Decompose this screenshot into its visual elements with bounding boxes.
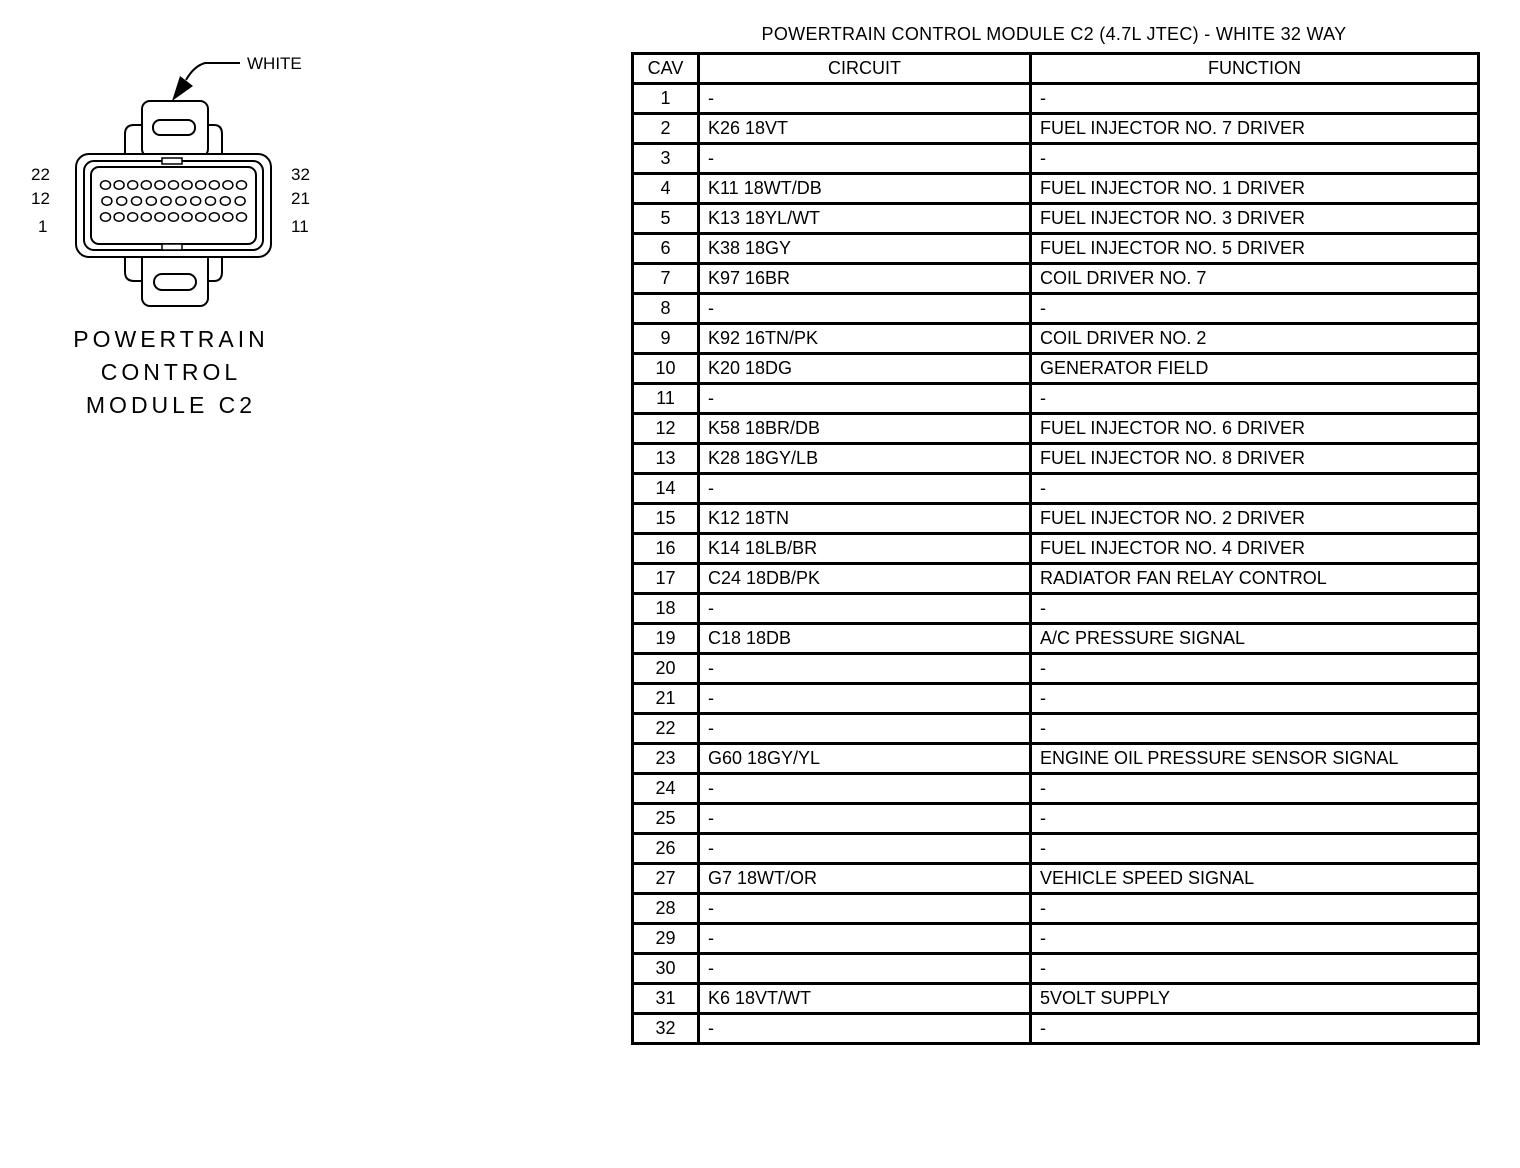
pin-label-22: 22 bbox=[31, 165, 50, 184]
cav-cell: 12 bbox=[633, 414, 699, 444]
cav-cell: 14 bbox=[633, 474, 699, 504]
circuit-cell: G7 18WT/OR bbox=[699, 864, 1031, 894]
table-row bbox=[633, 654, 1479, 684]
function-cell: FUEL INJECTOR NO. 2 DRIVER bbox=[1031, 504, 1479, 534]
function-cell: FUEL INJECTOR NO. 8 DRIVER bbox=[1031, 444, 1479, 474]
function-cell: - bbox=[1031, 654, 1479, 684]
circuit-cell: K20 18DG bbox=[699, 354, 1031, 384]
table-row bbox=[633, 744, 1479, 774]
table-row bbox=[633, 684, 1479, 714]
cav-cell: 5 bbox=[633, 204, 699, 234]
function-cell: - bbox=[1031, 294, 1479, 324]
table-row bbox=[633, 324, 1479, 354]
function-cell: - bbox=[1031, 594, 1479, 624]
caption-line-3: MODULE C2 bbox=[85, 392, 257, 418]
circuit-cell: C18 18DB bbox=[699, 624, 1031, 654]
leader-line bbox=[186, 63, 240, 80]
cav-cell: 20 bbox=[633, 654, 699, 684]
circuit-cell: K14 18LB/BR bbox=[699, 534, 1031, 564]
circuit-cell: K13 18YL/WT bbox=[699, 204, 1031, 234]
circuit-cell: - bbox=[699, 954, 1031, 984]
cav-cell: 28 bbox=[633, 894, 699, 924]
arrow-head bbox=[172, 76, 193, 101]
cav-cell: 3 bbox=[633, 144, 699, 174]
cav-cell: 17 bbox=[633, 564, 699, 594]
cav-cell: 29 bbox=[633, 924, 699, 954]
cav-cell: 22 bbox=[633, 714, 699, 744]
cav-cell: 25 bbox=[633, 804, 699, 834]
cav-cell: 31 bbox=[633, 984, 699, 1014]
function-cell: FUEL INJECTOR NO. 1 DRIVER bbox=[1031, 174, 1479, 204]
circuit-cell: - bbox=[699, 144, 1031, 174]
cav-cell: 4 bbox=[633, 174, 699, 204]
circuit-cell: - bbox=[699, 894, 1031, 924]
function-cell: FUEL INJECTOR NO. 3 DRIVER bbox=[1031, 204, 1479, 234]
table-row bbox=[633, 174, 1479, 204]
table-row bbox=[633, 474, 1479, 504]
function-cell: - bbox=[1031, 714, 1479, 744]
circuit-cell: K26 18VT bbox=[699, 114, 1031, 144]
function-cell: COIL DRIVER NO. 2 bbox=[1031, 324, 1479, 354]
pin-label-12: 12 bbox=[31, 189, 50, 208]
circuit-cell: K6 18VT/WT bbox=[699, 984, 1031, 1014]
table-row bbox=[633, 114, 1479, 144]
function-cell: - bbox=[1031, 774, 1479, 804]
function-cell: FUEL INJECTOR NO. 5 DRIVER bbox=[1031, 234, 1479, 264]
table-row bbox=[633, 354, 1479, 384]
circuit-cell: K11 18WT/DB bbox=[699, 174, 1031, 204]
table-title: POWERTRAIN CONTROL MODULE C2 (4.7L JTEC) - WHITE 32 WAY bbox=[761, 24, 1347, 44]
table-row bbox=[633, 234, 1479, 264]
circuit-cell: C24 18DB/PK bbox=[699, 564, 1031, 594]
circuit-cell: K38 18GY bbox=[699, 234, 1031, 264]
table-row bbox=[633, 624, 1479, 654]
cav-cell: 19 bbox=[633, 624, 699, 654]
function-cell: - bbox=[1031, 954, 1479, 984]
cav-cell: 11 bbox=[633, 384, 699, 414]
cav-cell: 30 bbox=[633, 954, 699, 984]
cav-cell: 23 bbox=[633, 744, 699, 774]
table-row bbox=[633, 714, 1479, 744]
function-cell: - bbox=[1031, 144, 1479, 174]
function-cell: - bbox=[1031, 84, 1479, 114]
pin-label-21: 21 bbox=[291, 189, 310, 208]
circuit-cell: - bbox=[699, 294, 1031, 324]
table-row bbox=[633, 774, 1479, 804]
top-latch bbox=[142, 101, 208, 157]
function-cell: - bbox=[1031, 924, 1479, 954]
cav-cell: 21 bbox=[633, 684, 699, 714]
cav-cell: 13 bbox=[633, 444, 699, 474]
function-cell: ENGINE OIL PRESSURE SENSOR SIGNAL bbox=[1031, 744, 1479, 774]
table-header-row bbox=[633, 54, 1479, 84]
cav-cell: 32 bbox=[633, 1014, 699, 1044]
color-label: WHITE bbox=[247, 54, 302, 73]
circuit-cell: - bbox=[699, 84, 1031, 114]
table-row bbox=[633, 804, 1479, 834]
table-row bbox=[633, 144, 1479, 174]
cav-cell: 24 bbox=[633, 774, 699, 804]
table-body bbox=[633, 84, 1479, 1044]
function-cell: 5VOLT SUPPLY bbox=[1031, 984, 1479, 1014]
caption-line-1: POWERTRAIN bbox=[73, 326, 269, 352]
table-row bbox=[633, 924, 1479, 954]
circuit-cell: K28 18GY/LB bbox=[699, 444, 1031, 474]
cav-cell: 1 bbox=[633, 84, 699, 114]
table-row bbox=[633, 504, 1479, 534]
pin-label-1: 1 bbox=[38, 217, 48, 236]
cav-cell: 8 bbox=[633, 294, 699, 324]
cav-cell: 26 bbox=[633, 834, 699, 864]
cav-cell: 16 bbox=[633, 534, 699, 564]
table-row bbox=[633, 534, 1479, 564]
function-cell: - bbox=[1031, 384, 1479, 414]
table-row bbox=[633, 264, 1479, 294]
table-row bbox=[633, 414, 1479, 444]
circuit-cell: G60 18GY/YL bbox=[699, 744, 1031, 774]
circuit-cell: - bbox=[699, 384, 1031, 414]
table-row bbox=[633, 954, 1479, 984]
function-cell: FUEL INJECTOR NO. 6 DRIVER bbox=[1031, 414, 1479, 444]
function-cell: GENERATOR FIELD bbox=[1031, 354, 1479, 384]
cav-cell: 6 bbox=[633, 234, 699, 264]
caption-line-2: CONTROL bbox=[100, 359, 242, 385]
pin-label-32: 32 bbox=[291, 165, 310, 184]
circuit-cell: - bbox=[699, 924, 1031, 954]
table-row bbox=[633, 594, 1479, 624]
table-row bbox=[633, 894, 1479, 924]
circuit-cell: K58 18BR/DB bbox=[699, 414, 1031, 444]
cav-cell: 27 bbox=[633, 864, 699, 894]
circuit-cell: - bbox=[699, 1014, 1031, 1044]
function-cell: - bbox=[1031, 894, 1479, 924]
function-cell: - bbox=[1031, 684, 1479, 714]
header-circuit: CIRCUIT bbox=[699, 54, 1031, 84]
cav-cell: 9 bbox=[633, 324, 699, 354]
table-row bbox=[633, 864, 1479, 894]
table-row bbox=[633, 204, 1479, 234]
table-row bbox=[633, 834, 1479, 864]
table-row bbox=[633, 294, 1479, 324]
circuit-cell: - bbox=[699, 684, 1031, 714]
circuit-cell: - bbox=[699, 474, 1031, 504]
circuit-cell: - bbox=[699, 774, 1031, 804]
table-row bbox=[633, 84, 1479, 114]
cav-cell: 15 bbox=[633, 504, 699, 534]
function-cell: - bbox=[1031, 804, 1479, 834]
function-cell: FUEL INJECTOR NO. 7 DRIVER bbox=[1031, 114, 1479, 144]
circuit-cell: - bbox=[699, 714, 1031, 744]
table-row bbox=[633, 564, 1479, 594]
table-row bbox=[633, 1014, 1479, 1044]
header-cav: CAV bbox=[633, 54, 699, 84]
table-row bbox=[633, 984, 1479, 1014]
cav-cell: 18 bbox=[633, 594, 699, 624]
connector-diagram bbox=[0, 0, 340, 320]
header-function: FUNCTION bbox=[1031, 54, 1479, 84]
table-row bbox=[633, 444, 1479, 474]
function-cell: - bbox=[1031, 834, 1479, 864]
function-cell: - bbox=[1031, 474, 1479, 504]
circuit-cell: K97 16BR bbox=[699, 264, 1031, 294]
circuit-cell: - bbox=[699, 804, 1031, 834]
table-row bbox=[633, 384, 1479, 414]
function-cell: FUEL INJECTOR NO. 4 DRIVER bbox=[1031, 534, 1479, 564]
pin-label-11: 11 bbox=[291, 217, 309, 236]
circuit-cell: - bbox=[699, 654, 1031, 684]
circuit-cell: - bbox=[699, 594, 1031, 624]
function-cell: A/C PRESSURE SIGNAL bbox=[1031, 624, 1479, 654]
function-cell: VEHICLE SPEED SIGNAL bbox=[1031, 864, 1479, 894]
function-cell: - bbox=[1031, 1014, 1479, 1044]
circuit-cell: - bbox=[699, 834, 1031, 864]
circuit-cell: K92 16TN/PK bbox=[699, 324, 1031, 354]
function-cell: COIL DRIVER NO. 7 bbox=[1031, 264, 1479, 294]
circuit-cell: K12 18TN bbox=[699, 504, 1031, 534]
cav-cell: 7 bbox=[633, 264, 699, 294]
function-cell: RADIATOR FAN RELAY CONTROL bbox=[1031, 564, 1479, 594]
cav-cell: 10 bbox=[633, 354, 699, 384]
cav-cell: 2 bbox=[633, 114, 699, 144]
pinout-table bbox=[631, 52, 1480, 1045]
